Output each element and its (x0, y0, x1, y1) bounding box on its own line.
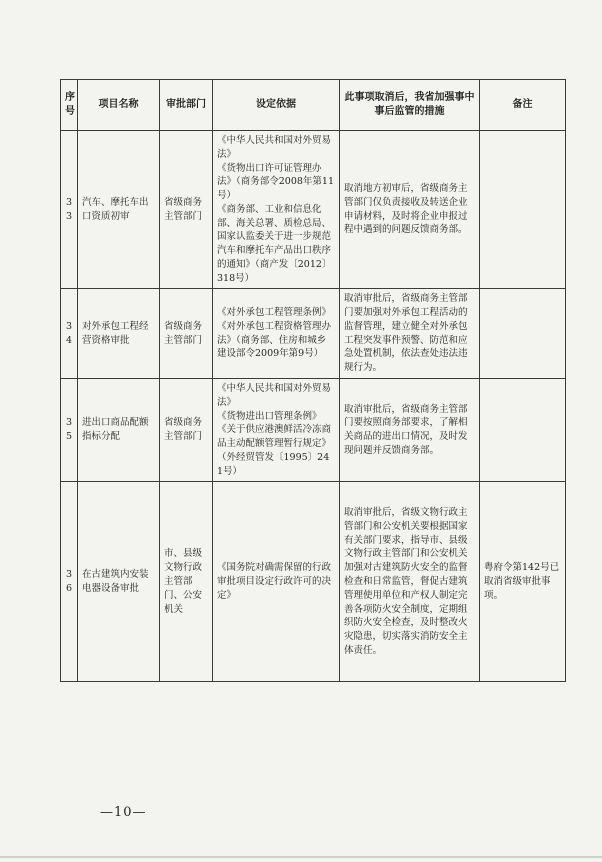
basis-line: 《国务院对确需保留的行政审批项目设定行政许可的决定》 (217, 562, 332, 601)
row-dept: 市、县级文物行政主管部门、公安机关 (160, 482, 213, 682)
row-seq: 36 (61, 482, 78, 682)
basis-line: 《中华人民共和国对外贸易法》 (217, 383, 332, 408)
basis-line: 《对外承包工程资格管理办法》（商务部、住房和城乡建设部令2009年第9号） (217, 320, 332, 360)
header-measures: 此事项取消后，我省加强事中事后监管的措施 (340, 80, 480, 131)
row-item-name: 进出口商品配额指标分配 (78, 379, 160, 482)
header-remark: 备注 (480, 80, 566, 131)
table-row (61, 379, 566, 482)
basis-line: 《商务部、工业和信息化部、海关总署、质检总局、国家认监委关于进一步规范汽车和摩托车产品出口秩序的通知》（商产发〔2012〕318号） (217, 203, 332, 284)
basis-line: 《货物进出口管理条例》 (217, 410, 322, 422)
row-remark (480, 379, 566, 482)
row-remark (480, 131, 566, 289)
row-dept: 省级商务主管部门 (160, 131, 213, 289)
row-dept: 省级商务主管部门 (160, 289, 213, 379)
row-item-name: 在古建筑内安装电器设备审批 (78, 482, 160, 682)
page-number: —10— (100, 805, 147, 820)
row-basis (213, 482, 340, 682)
table-row (61, 131, 566, 289)
row-measures: 取消地方初审后，省级商务主管部门仅负责接收及转送企业申请材料，及时将企业申报过程中遇到的问题反馈商务部。 (340, 131, 480, 289)
table-row (61, 289, 566, 379)
row-dept: 省级商务主管部门 (160, 379, 213, 482)
row-basis (213, 131, 340, 289)
row-seq: 34 (61, 289, 78, 379)
row-measures: 取消审批后，省级商务主管部门要按照商务部要求，了解相关商品的进出口情况，及时发现问题并反馈商务部。 (340, 379, 480, 482)
header-dept: 审批部门 (160, 80, 213, 131)
row-item-name: 对外承包工程经营资格审批 (78, 289, 160, 379)
header-name: 项目名称 (78, 80, 160, 131)
row-basis (213, 289, 340, 379)
row-item-name: 汽车、摩托车出口资质初审 (78, 131, 160, 289)
row-basis (213, 379, 340, 482)
table-row (61, 482, 566, 682)
header-basis: 设定依据 (213, 80, 340, 131)
row-seq: 33 (61, 131, 78, 289)
row-measures: 取消审批后，省级商务主管部门要加强对外承包工程活动的监督管理，建立健全对外承包工程突发事件预警、防范和应急处置机制，依法查处违法违规行为。 (340, 289, 480, 379)
basis-line: 《关于供应港澳鲜活冷冻商品主动配额管理暂行规定》（外经贸管发〔1995〕241号） (217, 424, 332, 477)
row-remark: 粤府令第142号已取消省级审批事项。 (480, 482, 566, 682)
row-measures: 取消审批后，省级文物行政主管部门和公安机关要根据国家有关部门要求，指导市、县级文物行政主管部门和公安机关加强对古建筑防火安全的监督检查和日常监管，督促古建筑管理使用单位和产权人制定完善各项防火安全制度，定期组织防火安全检查，及时整改火灾隐患，切实落实消防安全主体责任。 (340, 482, 480, 682)
basis-line: 《对外承包工程管理条例》 (217, 307, 332, 319)
row-seq: 35 (61, 379, 78, 482)
table-header-row (61, 80, 566, 131)
approval-items-table (60, 79, 566, 682)
basis-line: 《货物出口许可证管理办法》（商务部令2008年第11号） (217, 162, 335, 202)
header-seq: 序号 (61, 80, 78, 131)
scan-edge-divider (0, 856, 602, 858)
basis-line: 《中华人民共和国对外贸易法》 (217, 135, 332, 160)
row-remark (480, 289, 566, 379)
